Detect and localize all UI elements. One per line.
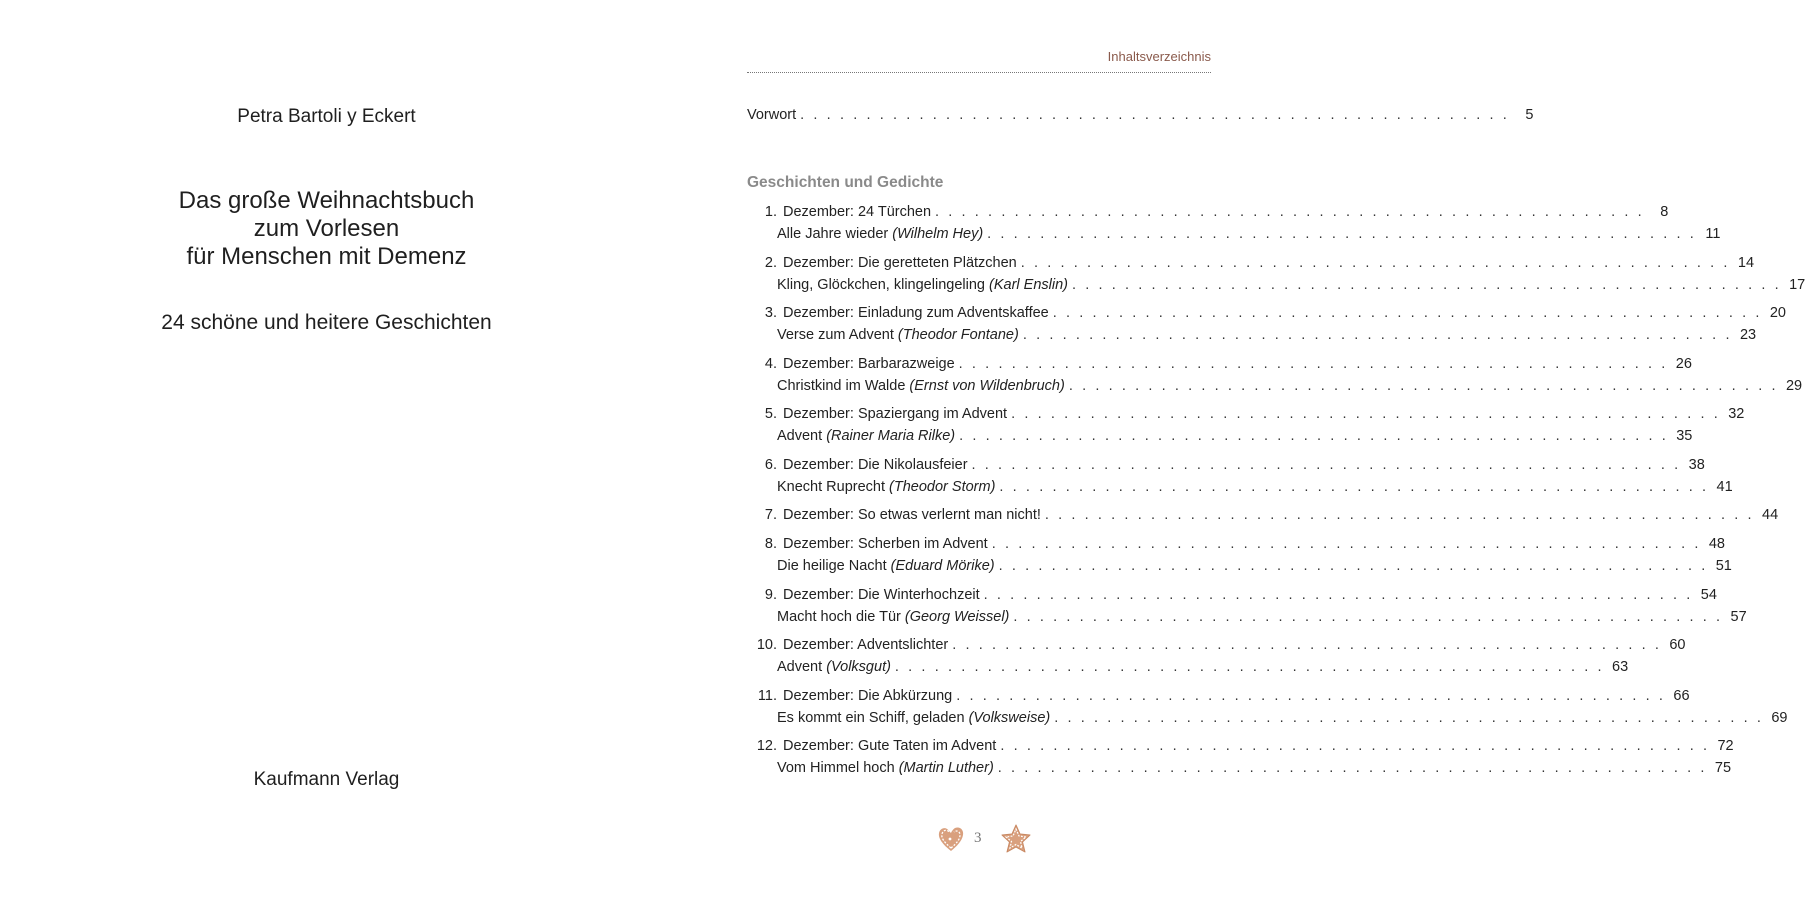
poem-title: Es kommt ein Schiff, geladen [777,709,965,726]
toc-entry-text [777,477,995,497]
toc-entry-text: Dezember: So etwas verlernt man nicht! [783,507,1041,523]
leader-dots: . . . . . . . . . . . . . . . . . . . . . . . . . . . . . . . . . . . . . . . . . . . . . . . . . . . . . . [1000,738,1710,754]
toc-entry-poem[interactable] [747,477,1733,497]
leader-dots: . . . . . . . . . . . . . . . . . . . . . . . . . . . . . . . . . . . . . . . . . . . . . . . . . . . . . . [1011,406,1721,422]
toc-entry-text [777,224,983,244]
poem-author: (Rainer Maria Rilke) [826,428,956,444]
toc-entry-text: Dezember: Adventslichter [783,637,949,653]
toc-entry-text [777,275,1068,295]
leader-dots: . . . . . . . . . . . . . . . . . . . . . . . . . . . . . . . . . . . . . . . . . . . . . . . . . . . . . . [958,355,1668,372]
toc-page-number: 72 [1717,738,1734,754]
poem-author: (Theodor Fontane) [897,327,1019,343]
poem-author: (Wilhelm Hey) [892,226,984,242]
toc-entry-number: 10. [756,637,777,653]
toc-entry-story[interactable] [747,686,1690,706]
toc-page-number: 11 [1705,226,1721,242]
section-title: Geschichten und Gedichte [747,174,944,191]
leader-dots: . . . . . . . . . . . . . . . . . . . . . . . . . . . . . . . . . . . . . . . . . . . . . . . . . . . . . . [956,687,1666,704]
poem-title: Advent [777,428,823,444]
toc-entry-poem[interactable] [747,275,1805,295]
leader-dots: . . . . . . . . . . . . . . . . . . . . . . . . . . . . . . . . . . . . . . . . . . . . . . . . . . . . . . [959,428,1669,444]
toc-entry-poem[interactable] [747,607,1747,627]
toc-page-number: 29 [1785,377,1803,394]
toc-entry-story[interactable] [747,505,1779,525]
poem-author: (Volksweise) [968,709,1051,726]
leader-dots: . . . . . . . . . . . . . . . . . . . . . . . . . . . . . . . . . . . . . . . . . . . . . . . . . . . . . . [800,107,1510,123]
toc-entry-story[interactable] [747,253,1755,273]
toc-entry-vorwort[interactable] [747,105,1534,125]
toc-page-number: 60 [1669,637,1686,653]
toc-page-number: 17 [1789,276,1805,293]
toc-entry-poem[interactable] [747,426,1693,446]
toc-entry-number: 7. [764,507,777,523]
leader-dots: . . . . . . . . . . . . . . . . . . . . . . . . . . . . . . . . . . . . . . . . . . . . . . . . . . . . . . [894,659,1605,675]
title-line: für Menschen mit Demenz [186,243,467,270]
poem-title: Verse zum Advent [777,327,894,343]
toc-entry-text [777,607,1009,627]
poem-title: Christkind im Walde [777,377,906,394]
toc-entry-story[interactable] [747,202,1669,222]
toc-entry-number: 6. [764,456,777,473]
toc-entry-text: Dezember: Die Nikolausfeier [783,456,968,473]
toc-entry-story[interactable] [747,354,1692,374]
leader-dots: . . . . . . . . . . . . . . . . . . . . . . . . . . . . . . . . . . . . . . . . . . . . . . . . . . . . . . [1068,377,1779,394]
leader-dots: . . . . . . . . . . . . . . . . . . . . . . . . . . . . . . . . . . . . . . . . . . . . . . . . . . . . . . [1052,305,1762,321]
publisher-name: Kaufmann Verlag [253,769,400,790]
toc-entry-text [777,708,1050,728]
poem-title: Die heilige Nacht [777,558,887,574]
leader-dots: . . . . . . . . . . . . . . . . . . . . . . . . . . . . . . . . . . . . . . . . . . . . . . . . . . . . . . [1054,709,1764,726]
toc-entry-number: 3. [764,305,777,321]
toc-page-number: 38 [1688,456,1705,473]
poem-author: (Karl Enslin) [989,276,1068,293]
toc-page-number: 66 [1673,687,1690,704]
toc-entry-story[interactable] [747,736,1734,756]
poem-author: (Eduard Mörike) [890,558,995,574]
toc-entry-text [777,325,1019,345]
poem-title: Alle Jahre wieder [777,226,889,242]
book-title [0,187,653,271]
toc-page-number: 54 [1700,586,1717,603]
leader-dots: . . . . . . . . . . . . . . . . . . . . . . . . . . . . . . . . . . . . . . . . . . . . . . . . . . . . . . [998,558,1708,574]
leader-dots: . . . . . . . . . . . . . . . . . . . . . . . . . . . . . . . . . . . . . . . . . . . . . . . . . . . . . . [1013,608,1723,625]
toc-entry-story[interactable] [747,635,1686,655]
toc-entry-number: 4. [764,355,777,372]
poem-author: (Theodor Storm) [889,478,996,495]
leader-dots: . . . . . . . . . . . . . . . . . . . . . . . . . . . . . . . . . . . . . . . . . . . . . . . . . . . . . . [1020,254,1731,271]
toc-entry-story[interactable] [747,534,1725,554]
toc-page-number: 57 [1730,608,1747,625]
running-header: Inhaltsverzeichnis [1107,49,1211,64]
toc-entry-poem[interactable] [747,224,1721,244]
leader-dots: . . . . . . . . . . . . . . . . . . . . . . . . . . . . . . . . . . . . . . . . . . . . . . . . . . . . . . [1044,507,1755,523]
toc-entry-text [777,426,955,446]
gingerbread-heart-icon [936,824,966,854]
toc-entry-number: 2. [764,254,777,271]
toc-page-number: 63 [1612,659,1629,675]
page-number: 3 [974,830,982,846]
leader-dots: . . . . . . . . . . . . . . . . . . . . . . . . . . . . . . . . . . . . . . . . . . . . . . . . . . . . . . [991,536,1701,552]
poem-author: (Ernst von Wildenbruch) [909,377,1065,394]
toc-entry-number: 12. [756,738,777,754]
header-divider [747,72,1211,73]
leader-dots: . . . . . . . . . . . . . . . . . . . . . . . . . . . . . . . . . . . . . . . . . . . . . . . . . . . . . . [983,586,1693,603]
toc-entry-poem[interactable] [747,708,1788,728]
toc-page-number: 35 [1676,428,1693,444]
gingerbread-star-icon [1000,823,1032,855]
leader-dots: . . . . . . . . . . . . . . . . . . . . . . . . . . . . . . . . . . . . . . . . . . . . . . . . . . . . . . [987,226,1697,242]
book-subtitle: 24 schöne und heitere Geschichten [161,311,492,334]
title-line: zum Vorlesen [253,215,400,242]
toc-entry-text: Dezember: Einladung zum Adventskaffee [783,305,1049,321]
toc-entry-number: 1. [764,204,777,220]
toc-entry-story[interactable] [747,404,1745,424]
leader-dots: . . . . . . . . . . . . . . . . . . . . . . . . . . . . . . . . . . . . . . . . . . . . . . . . . . . . . . [999,478,1709,495]
toc-entry-text: Dezember: Gute Taten im Advent [783,738,997,754]
poem-author: (Georg Weissel) [904,608,1010,625]
toc-page-number: 20 [1769,305,1786,321]
toc-entry-text [777,758,994,778]
toc-entry-story[interactable] [747,585,1717,605]
toc-entry-text: Vorwort [747,107,797,123]
toc-page-number: 14 [1737,254,1755,271]
toc-page-number: 44 [1762,507,1779,523]
toc-entry-poem[interactable] [747,657,1629,677]
toc-page-number: 48 [1708,536,1725,552]
toc-entry-poem[interactable] [747,556,1732,576]
toc-entry-text [777,376,1065,396]
toc-entry-text: Dezember: Scherben im Advent [783,536,988,552]
toc-page-number: 51 [1715,558,1732,574]
toc-entry-text: Dezember: Die Abkürzung [783,687,953,704]
toc-entry-story[interactable] [747,303,1786,323]
toc-entry-text: Dezember: Barbarazweige [783,355,955,372]
poem-title: Knecht Ruprecht [777,478,886,495]
toc-entry-text: Dezember: Die Winterhochzeit [783,586,980,603]
toc-entry-number: 9. [764,586,777,603]
poem-author: (Volksgut) [826,659,891,675]
author-name: Petra Bartoli y Eckert [237,106,416,127]
toc-entry-story[interactable] [747,455,1705,475]
toc-page-number: 8 [1660,204,1669,220]
toc-entry-number: 5. [764,406,777,422]
page-footer [936,822,1036,856]
toc-page-number: 32 [1728,406,1745,422]
leader-dots: . . . . . . . . . . . . . . . . . . . . . . . . . . . . . . . . . . . . . . . . . . . . . . . . . . . . . . [1022,327,1733,343]
toc-entry-text [777,556,995,576]
toc-page-number: 5 [1525,107,1534,123]
leader-dots: . . . . . . . . . . . . . . . . . . . . . . . . . . . . . . . . . . . . . . . . . . . . . . . . . . . . . . [935,204,1645,220]
poem-title: Advent [777,659,823,675]
left-page [0,0,653,905]
toc-entry-text [777,657,891,677]
poem-title: Vom Himmel hoch [777,760,895,776]
toc-entry-number: 11. [757,687,777,704]
poem-author: (Martin Luther) [898,760,994,776]
toc-entry-poem[interactable] [747,376,1803,396]
toc-entry-poem[interactable] [747,758,1732,778]
toc-entry-poem[interactable] [747,325,1757,345]
toc-entry-number: 8. [764,536,777,552]
title-line: Das große Weihnachtsbuch [178,187,475,214]
poem-title: Kling, Glöckchen, klingelingeling [777,276,985,293]
toc-entry-text: Dezember: Die geretteten Plätzchen [783,254,1017,271]
poem-title: Macht hoch die Tür [777,608,901,625]
toc-entry-text: Dezember: Spaziergang im Advent [783,406,1008,422]
toc-entry-text: Dezember: 24 Türchen [783,204,932,220]
toc-page-number: 26 [1675,355,1692,372]
toc-page-number: 75 [1714,760,1732,776]
toc-page-number: 23 [1739,327,1757,343]
toc-page-number: 41 [1716,478,1733,495]
leader-dots: . . . . . . . . . . . . . . . . . . . . . . . . . . . . . . . . . . . . . . . . . . . . . . . . . . . . . . [1071,276,1782,293]
leader-dots: . . . . . . . . . . . . . . . . . . . . . . . . . . . . . . . . . . . . . . . . . . . . . . . . . . . . . . [971,456,1681,473]
toc-page-number: 69 [1771,709,1788,726]
leader-dots: . . . . . . . . . . . . . . . . . . . . . . . . . . . . . . . . . . . . . . . . . . . . . . . . . . . . . . [952,637,1662,653]
right-page [747,0,1805,905]
leader-dots: . . . . . . . . . . . . . . . . . . . . . . . . . . . . . . . . . . . . . . . . . . . . . . . . . . . . . . [997,760,1708,776]
